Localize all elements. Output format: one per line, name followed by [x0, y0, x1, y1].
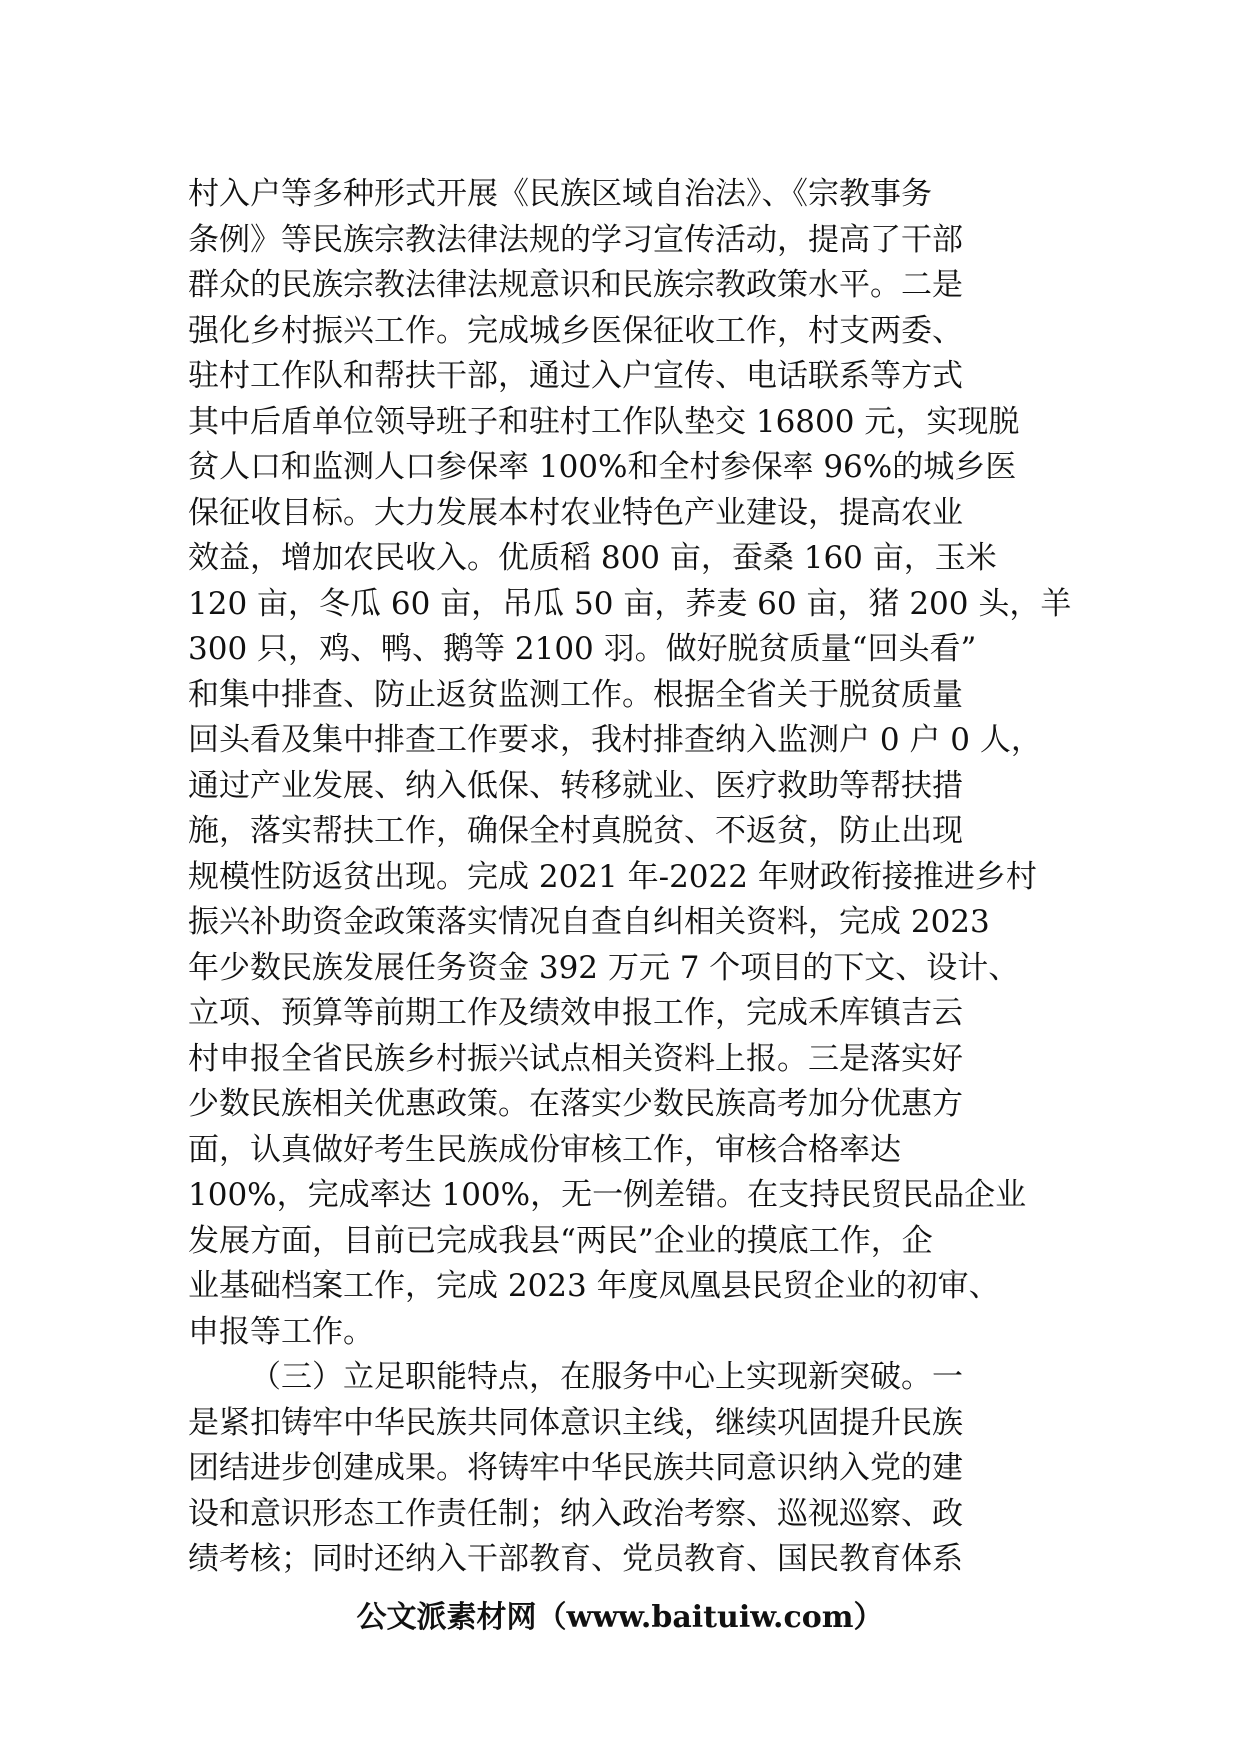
body-text	[188, 172, 1072, 1583]
text-line: 团结进步创建成果。将铸牢中华民族共同意识纳入党的建	[188, 1450, 963, 1486]
text-line: 振兴补助资金政策落实情况自查自纠相关资料，完成 2023	[188, 904, 990, 940]
text-line: 保征收目标。大力发展本村农业特色产业建设，提高农业	[188, 494, 963, 531]
text-line: （三）立足职能特点，在服务中心上实现新突破。一	[250, 1359, 963, 1395]
text-line: 村申报全省民族乡村振兴试点相关资料上报。三是落实好	[188, 1040, 963, 1077]
text-line: 规模性防返贫出现。完成 2021 年-2022 年财政衔接推进乡村	[188, 858, 1037, 895]
text-line: 条例》等民族宗教法律法规的学习宣传活动，提高了干部	[188, 221, 963, 258]
text-line: 和集中排查、防止返贫监测工作。根据全省关于脱贫质量	[188, 676, 963, 713]
text-line: 业基础档案工作，完成 2023 年度凤凰县民贸企业的初审、	[188, 1268, 1000, 1304]
text-line: 申报等工作。	[188, 1313, 374, 1350]
text-line: 面，认真做好考生民族成份审核工作，审核合格率达	[188, 1131, 901, 1168]
text-line: 村入户等多种形式开展《民族区域自治法》、《宗教事务	[188, 176, 932, 212]
text-line: 120 亩，冬瓜 60 亩，吊瓜 50 亩，荞麦 60 亩，猪 200 头，羊	[188, 585, 1072, 622]
text-line: 300 只，鸡、鸭、鹅等 2100 羽。做好脱贫质量“回头看”	[188, 631, 977, 667]
text-line: 效益，增加农民收入。优质稻 800 亩，蚕桑 160 亩，玉米	[188, 540, 997, 576]
text-line: 100%，完成率达 100%，无一例差错。在支持民贸民品企业	[188, 1177, 1027, 1213]
text-line: 驻村工作队和帮扶干部，通过入户宣传、电话联系等方式	[188, 358, 963, 394]
text-line: 回头看及集中排查工作要求，我村排查纳入监测户 0 户 0 人，	[188, 722, 1042, 758]
text-line: 通过产业发展、纳入低保、转移就业、医疗救助等帮扶措	[188, 767, 963, 804]
text-line: 设和意识形态工作责任制；纳入政治考察、巡视巡察、政	[188, 1495, 963, 1532]
text-line: 少数民族相关优惠政策。在落实少数民族高考加分优惠方	[188, 1086, 963, 1122]
text-line: 贫人口和监测人口参保率 100%和全村参保率 96%的城乡医	[188, 449, 1017, 485]
text-line: 群众的民族宗教法律法规意识和民族宗教政策水平。二是	[188, 267, 963, 303]
text-line: 其中后盾单位领导班子和驻村工作队垫交 16800 元，实现脱	[188, 403, 1020, 440]
text-line: 年少数民族发展任务资金 392 万元 7 个项目的下文、设计、	[188, 949, 1020, 986]
page-footer: 公文派素材网（www.baituiw.com）	[356, 1600, 884, 1635]
text-line: 施，落实帮扶工作，确保全村真脱贫、不返贫，防止出现	[188, 813, 963, 849]
text-line: 是紧扣铸牢中华民族共同体意识主线，继续巩固提升民族	[188, 1404, 963, 1441]
text-line: 强化乡村振兴工作。完成城乡医保征收工作，村支两委、	[188, 312, 963, 349]
text-line: 立项、预算等前期工作及绩效申报工作，完成禾库镇吉云	[188, 995, 963, 1031]
text-line: 发展方面，目前已完成我县“两民”企业的摸底工作，企	[188, 1222, 933, 1259]
text-line: 绩考核；同时还纳入干部教育、党员教育、国民教育体系	[188, 1541, 963, 1577]
